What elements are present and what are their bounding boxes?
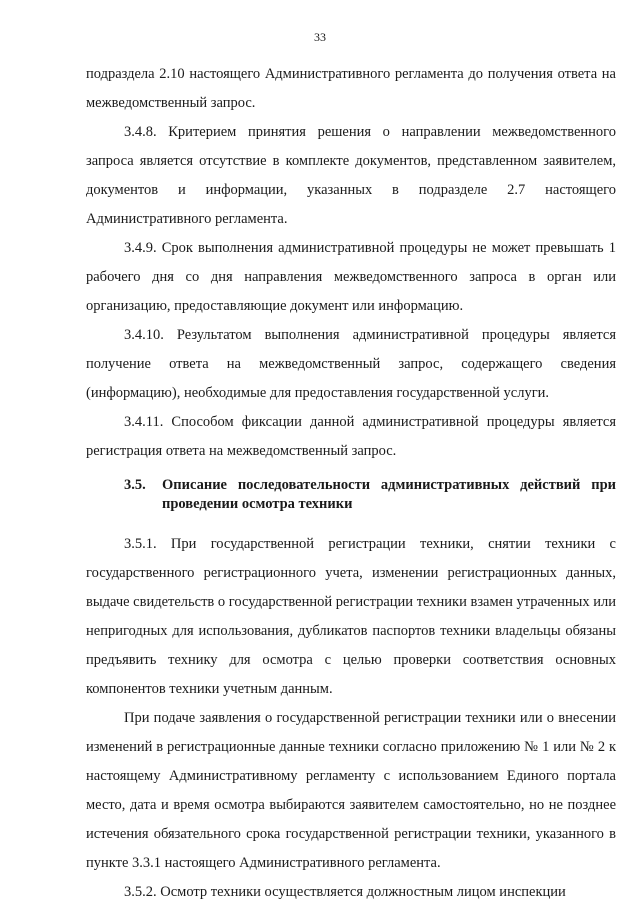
section-heading xyxy=(124,476,616,514)
paragraph: подраздела 2.10 настоящего Административного регламента до получения ответа на межведомственный запрос. xyxy=(86,66,616,111)
page-number: 33 xyxy=(314,30,326,44)
document-body xyxy=(86,60,616,907)
paragraph-3-5-1: 3.5.1. При государственной регистрации техники, снятии техники с государственного регистрационного учета, изменении регистрационных данных, выдаче свидетельств о государственной регистрации техники взамен утраченных или непригодных для использования, дубликатов паспортов техники владельцы обязаны предъявить технику для осмотра с целью проверки соответствия основных компонентов техники учетным данным. xyxy=(86,536,616,697)
section-title: Описание последовательности административных действий при проведении осмотра техники xyxy=(162,477,616,512)
paragraph-3-4-11: 3.4.11. Способом фиксации данной административной процедуры является регистрация ответа на межведомственный запрос. xyxy=(86,414,616,459)
paragraph-3-5-2: 3.5.2. Осмотр техники осуществляется должностным лицом инспекции xyxy=(124,884,566,900)
paragraph-3-4-10: 3.4.10. Результатом выполнения административной процедуры является получение ответа на межведомственный запрос, содержащего сведения (информацию), необходимые для предоставления государственной услуги. xyxy=(86,327,616,401)
paragraph-3-4-8: 3.4.8. Критерием принятия решения о направлении межведомственного запроса является отсутствие в комплекте документов, представленном заявителем, документов и информации, указанных в подразделе 2.7 настоящего Административного регламента. xyxy=(86,124,616,227)
paragraph-3-4-9: 3.4.9. Срок выполнения административной процедуры не может превышать 1 рабочего дня со дня направления межведомственного запроса в орган или организацию, предоставляющие документ или информацию. xyxy=(86,240,616,314)
paragraph-application: При подаче заявления о государственной регистрации техники или о внесении изменений в регистрационные данные техники согласно приложению № 1 или № 2 к настоящему Административному регламенту с использованием Единого портала место, дата и время осмотра выбираются заявителем самостоятельно, но не позднее истечения обязательного срока государственной регистрации техники, указанного в пункте 3.3.1 настоящего Административного регламента. xyxy=(86,710,616,871)
section-number: 3.5. xyxy=(124,477,146,493)
